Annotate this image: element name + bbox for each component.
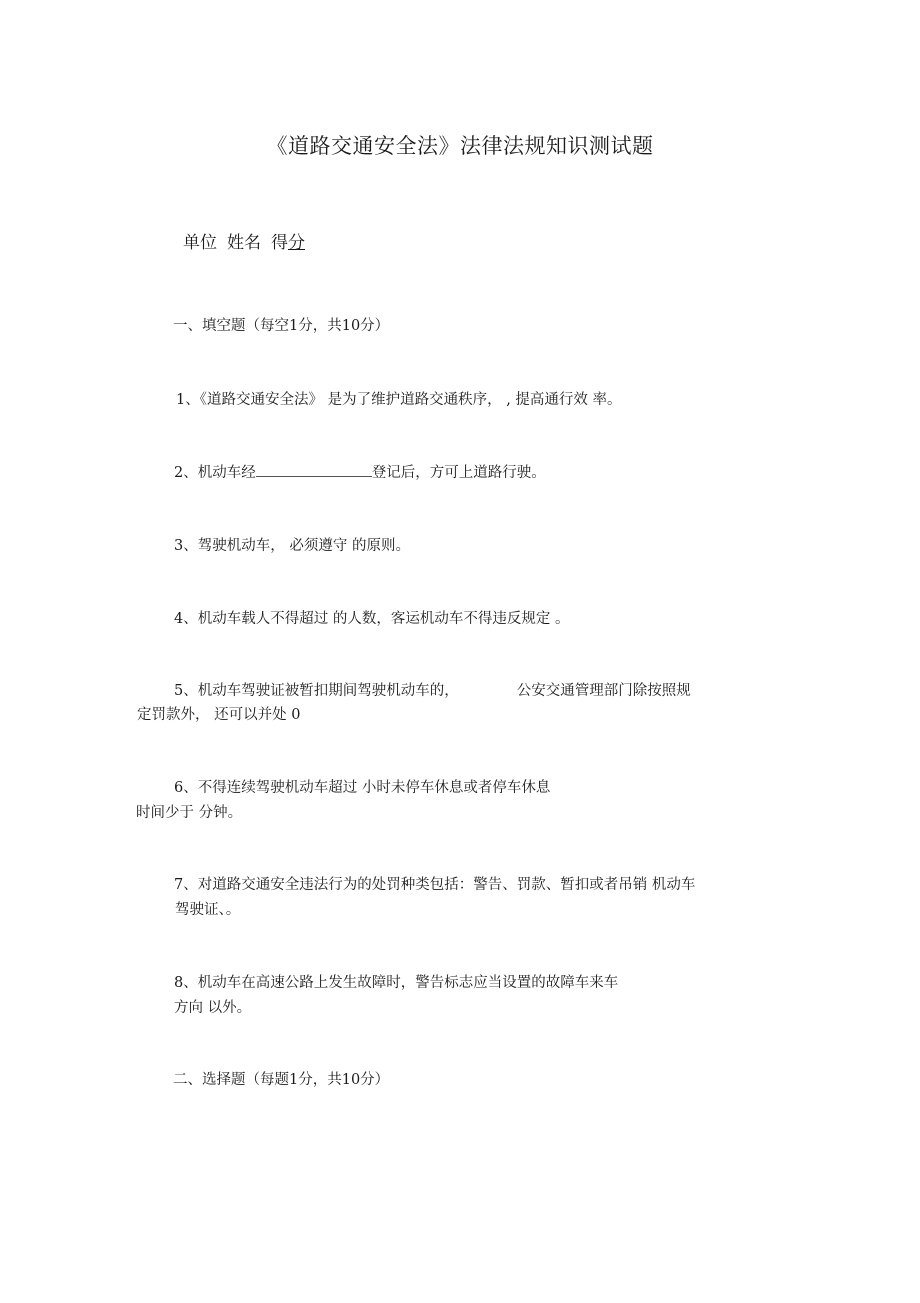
answer-blank bbox=[256, 464, 372, 477]
section2-heading: 二、选择题（每题1分，共10分） bbox=[173, 1072, 390, 1088]
question-1: 1、《道路交通安全法》 是为了维护道路交通秩序， , 提高通行效 率。 bbox=[176, 392, 622, 408]
question-3: 3、驾驶机动车， 必须遵守 的原则。 bbox=[174, 538, 410, 554]
question-8-line-2: 方向 以外。 bbox=[174, 1000, 252, 1016]
question-5-part-b: 公安交通管理部门除按照规 bbox=[516, 683, 691, 699]
score-prefix: 得 bbox=[271, 233, 288, 253]
question-5-part-a: 5、机动车驾驶证被暂扣期间驾驶机动车的， bbox=[174, 683, 459, 699]
question-7-line-2: 驾驶证、。 bbox=[175, 902, 241, 918]
score-suffix: 分 bbox=[288, 233, 305, 253]
question-2-part-a: 2、机动车经 bbox=[174, 465, 256, 481]
question-8-line-1: 8、机动车在高速公路上发生故障时，警告标志应当设置的故障车来车 bbox=[174, 975, 619, 991]
name-label: 姓名 bbox=[227, 233, 261, 253]
question-2 bbox=[174, 461, 546, 482]
question-5-line-2: 定罚款外， 还可以并处 0 bbox=[137, 707, 301, 723]
score-label bbox=[271, 233, 305, 253]
unit-label: 单位 bbox=[183, 233, 217, 253]
question-6-line-2: 时间少于 分钟。 bbox=[136, 805, 243, 821]
question-4: 4、机动车载人不得超过 的人数，客运机动车不得违反规定 。 bbox=[174, 611, 570, 627]
page-title: 《道路交通安全法》法律法规知识测试题 bbox=[266, 134, 654, 158]
question-7-line-1: 7、对道路交通安全违法行为的处罚种类包括：警告、罚款、暂扣或者吊销 机动车 bbox=[174, 877, 696, 893]
section1-heading: 一、填空题（每空1分，共10分） bbox=[173, 318, 390, 334]
header-info bbox=[183, 228, 305, 253]
question-5-line-1 bbox=[174, 679, 691, 700]
question-6-line-1: 6、不得连续驾驶机动车超过 小时未停车休息或者停车休息 bbox=[174, 780, 551, 796]
question-2-part-b: 登记后，方可上道路行驶。 bbox=[371, 465, 546, 481]
